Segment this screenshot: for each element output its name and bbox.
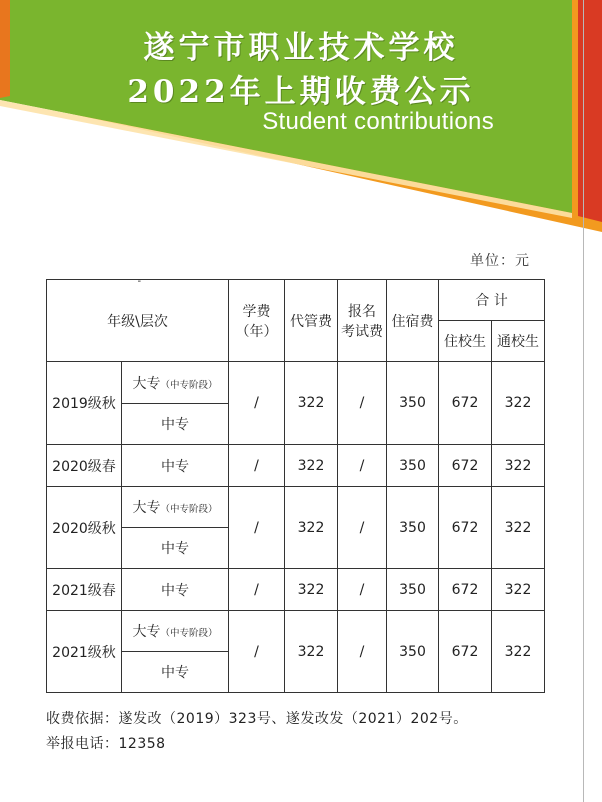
header-exam-fee bbox=[338, 280, 387, 362]
header-boarding: 住校生 bbox=[439, 321, 492, 362]
header-day: 通校生 bbox=[492, 321, 545, 362]
level-label: 大专 bbox=[132, 375, 161, 392]
header-tuition-line1: 学费 bbox=[242, 303, 271, 320]
tuition-cell: / bbox=[229, 487, 285, 569]
level-note: （中专阶段） bbox=[160, 379, 218, 391]
level-note: （中专阶段） bbox=[160, 504, 218, 515]
tuition-cell: / bbox=[229, 362, 285, 445]
level-label: 大专 bbox=[132, 624, 161, 640]
lodging-fee-cell: 350 bbox=[387, 445, 439, 487]
header-tuition bbox=[229, 280, 285, 362]
header-total: 合 计 bbox=[439, 280, 545, 321]
agency-fee-cell: 322 bbox=[285, 362, 338, 445]
level-label: 大专 bbox=[132, 500, 161, 516]
page-right-border bbox=[583, 0, 584, 802]
header-exam-fee-line1: 报名 bbox=[348, 303, 376, 320]
boarding-total-cell: 672 bbox=[439, 362, 492, 445]
lodging-fee-cell: 350 bbox=[387, 362, 439, 445]
agency-fee-cell: 322 bbox=[285, 569, 338, 611]
level-note: （中专阶段） bbox=[160, 628, 218, 639]
exam-fee-cell: / bbox=[338, 445, 387, 487]
grade-cell: 2020级春 bbox=[47, 445, 122, 487]
page-subtitle-chinese: 2022年上期收费公示 bbox=[127, 74, 475, 110]
fee-basis-note: 收费依据：遂发改（2019）323号、遂发改发（2021）202号。 bbox=[46, 711, 468, 727]
header-lodging-fee: 住宿费 bbox=[387, 280, 439, 362]
exam-fee-cell: / bbox=[338, 611, 387, 693]
lodging-fee-cell: 350 bbox=[387, 487, 439, 569]
report-hotline: 举报电话：12358 bbox=[46, 736, 166, 752]
day-total-cell: 322 bbox=[492, 569, 545, 611]
grade-cell: 2020级秋 bbox=[47, 487, 122, 569]
day-total-cell: 322 bbox=[492, 445, 545, 487]
header-tick-mark: - bbox=[137, 276, 142, 287]
tuition-cell: / bbox=[229, 569, 285, 611]
header-exam-fee-line2: 考试费 bbox=[341, 323, 383, 340]
page-title: 遂宁市职业技术学校 bbox=[143, 30, 459, 66]
level-cell bbox=[122, 362, 229, 404]
exam-fee-cell: / bbox=[338, 569, 387, 611]
grade-cell: 2021级秋 bbox=[47, 611, 122, 693]
grade-cell: 2021级春 bbox=[47, 569, 122, 611]
level-cell bbox=[122, 487, 229, 528]
boarding-total-cell: 672 bbox=[439, 445, 492, 487]
tuition-cell: / bbox=[229, 445, 285, 487]
unit-label: 单位：元 bbox=[470, 253, 530, 269]
tuition-cell: / bbox=[229, 611, 285, 693]
header-agency-fee: 代管费 bbox=[285, 280, 338, 362]
agency-fee-cell: 322 bbox=[285, 445, 338, 487]
day-total-cell: 322 bbox=[492, 611, 545, 693]
header-grade-level bbox=[47, 276, 229, 362]
fee-table bbox=[46, 276, 545, 693]
table-row bbox=[47, 362, 545, 404]
boarding-total-cell: 672 bbox=[439, 487, 492, 569]
boarding-total-cell: 672 bbox=[439, 569, 492, 611]
agency-fee-cell: 322 bbox=[285, 487, 338, 569]
table-row bbox=[47, 445, 545, 487]
level-cell: 中专 bbox=[122, 528, 229, 569]
exam-fee-cell: / bbox=[338, 362, 387, 445]
level-cell: 中专 bbox=[122, 569, 229, 611]
boarding-total-cell: 672 bbox=[439, 611, 492, 693]
header-grade-level-label: 年级\层次 bbox=[107, 313, 168, 330]
level-cell: 中专 bbox=[122, 445, 229, 487]
lodging-fee-cell: 350 bbox=[387, 611, 439, 693]
level-cell: 中专 bbox=[122, 404, 229, 445]
grade-cell: 2019级秋 bbox=[47, 362, 122, 445]
table-row bbox=[47, 487, 545, 528]
page-subtitle-english: Student contributions bbox=[262, 108, 494, 135]
table-row bbox=[47, 569, 545, 611]
day-total-cell: 322 bbox=[492, 487, 545, 569]
level-cell bbox=[122, 611, 229, 652]
exam-fee-cell: / bbox=[338, 487, 387, 569]
header-tuition-line2: （年） bbox=[235, 323, 278, 340]
table-row bbox=[47, 611, 545, 652]
level-cell: 中专 bbox=[122, 652, 229, 693]
agency-fee-cell: 322 bbox=[285, 611, 338, 693]
day-total-cell: 322 bbox=[492, 362, 545, 445]
lodging-fee-cell: 350 bbox=[387, 569, 439, 611]
